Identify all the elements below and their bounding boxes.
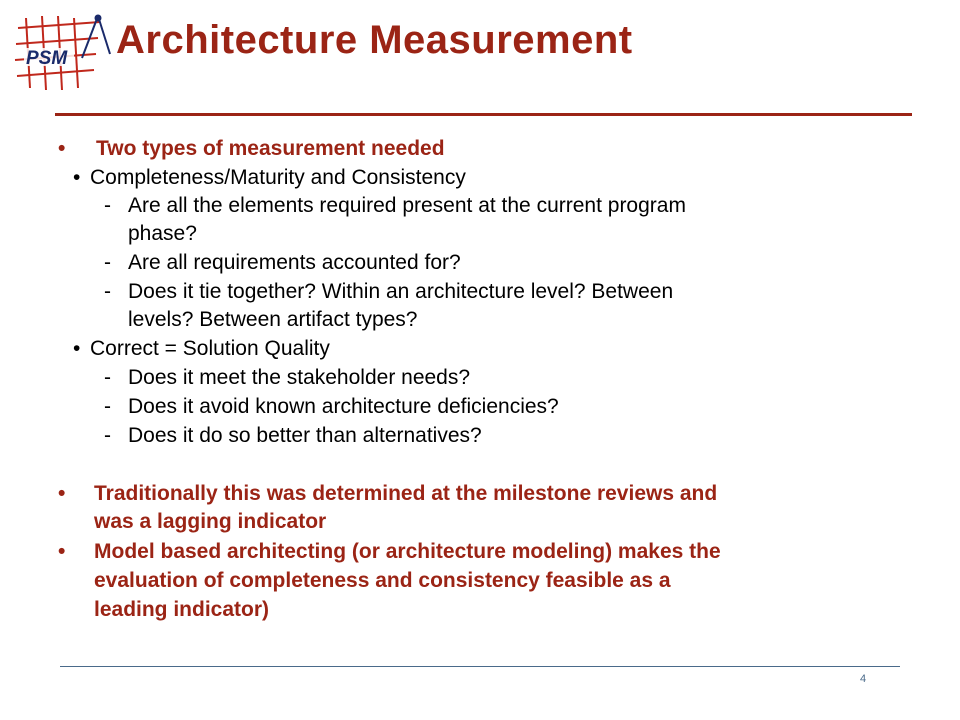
group1-item3-line2: levels? Between artifact types? (128, 308, 418, 331)
point3-line2: evaluation of completeness and consistency feasible as a (94, 569, 671, 592)
group1-item2-line1: Are all requirements accounted for? (128, 251, 461, 274)
point2-line1: Traditionally this was determined at the milestone reviews and (94, 482, 718, 505)
group2-item3-line1: Does it do so better than alternatives? (128, 424, 482, 447)
group2-item2-line1: Does it avoid known architecture deficiencies? (128, 395, 559, 418)
slide-title: Architecture Measurement (116, 18, 633, 62)
point2-line2: was a lagging indicator (94, 510, 327, 533)
dash-glyph: - (104, 395, 111, 418)
section1-heading: Two types of measurement needed (96, 137, 445, 160)
bullet-glyph: • (58, 137, 66, 160)
group1-label: Completeness/Maturity and Consistency (90, 166, 466, 189)
footer-divider (60, 666, 900, 667)
point3-line3: leading indicator) (94, 598, 270, 621)
dash-glyph: - (104, 424, 111, 447)
group1-item3-line1: Does it tie together? Within an architecture level? Between (128, 280, 674, 303)
dash-glyph: - (104, 280, 111, 303)
group2-label: Correct = Solution Quality (90, 337, 330, 360)
group2-item1-line1: Does it meet the stakeholder needs? (128, 366, 471, 389)
group1-item1-line1: Are all the elements required present at the current program (128, 194, 686, 217)
bullet-glyph: • (58, 540, 66, 563)
logo-text: PSM (26, 48, 68, 69)
group1-item1-line2: phase? (128, 222, 197, 245)
bullet-glyph: • (73, 337, 81, 360)
dash-glyph: - (104, 251, 111, 274)
dash-glyph: - (104, 194, 111, 217)
bullet-glyph: • (73, 166, 81, 189)
page-number: 4 (860, 673, 867, 685)
dash-glyph: - (104, 366, 111, 389)
bullet-glyph: • (58, 482, 66, 505)
point3-line1: Model based architecting (or architecture modeling) makes the (94, 540, 721, 563)
